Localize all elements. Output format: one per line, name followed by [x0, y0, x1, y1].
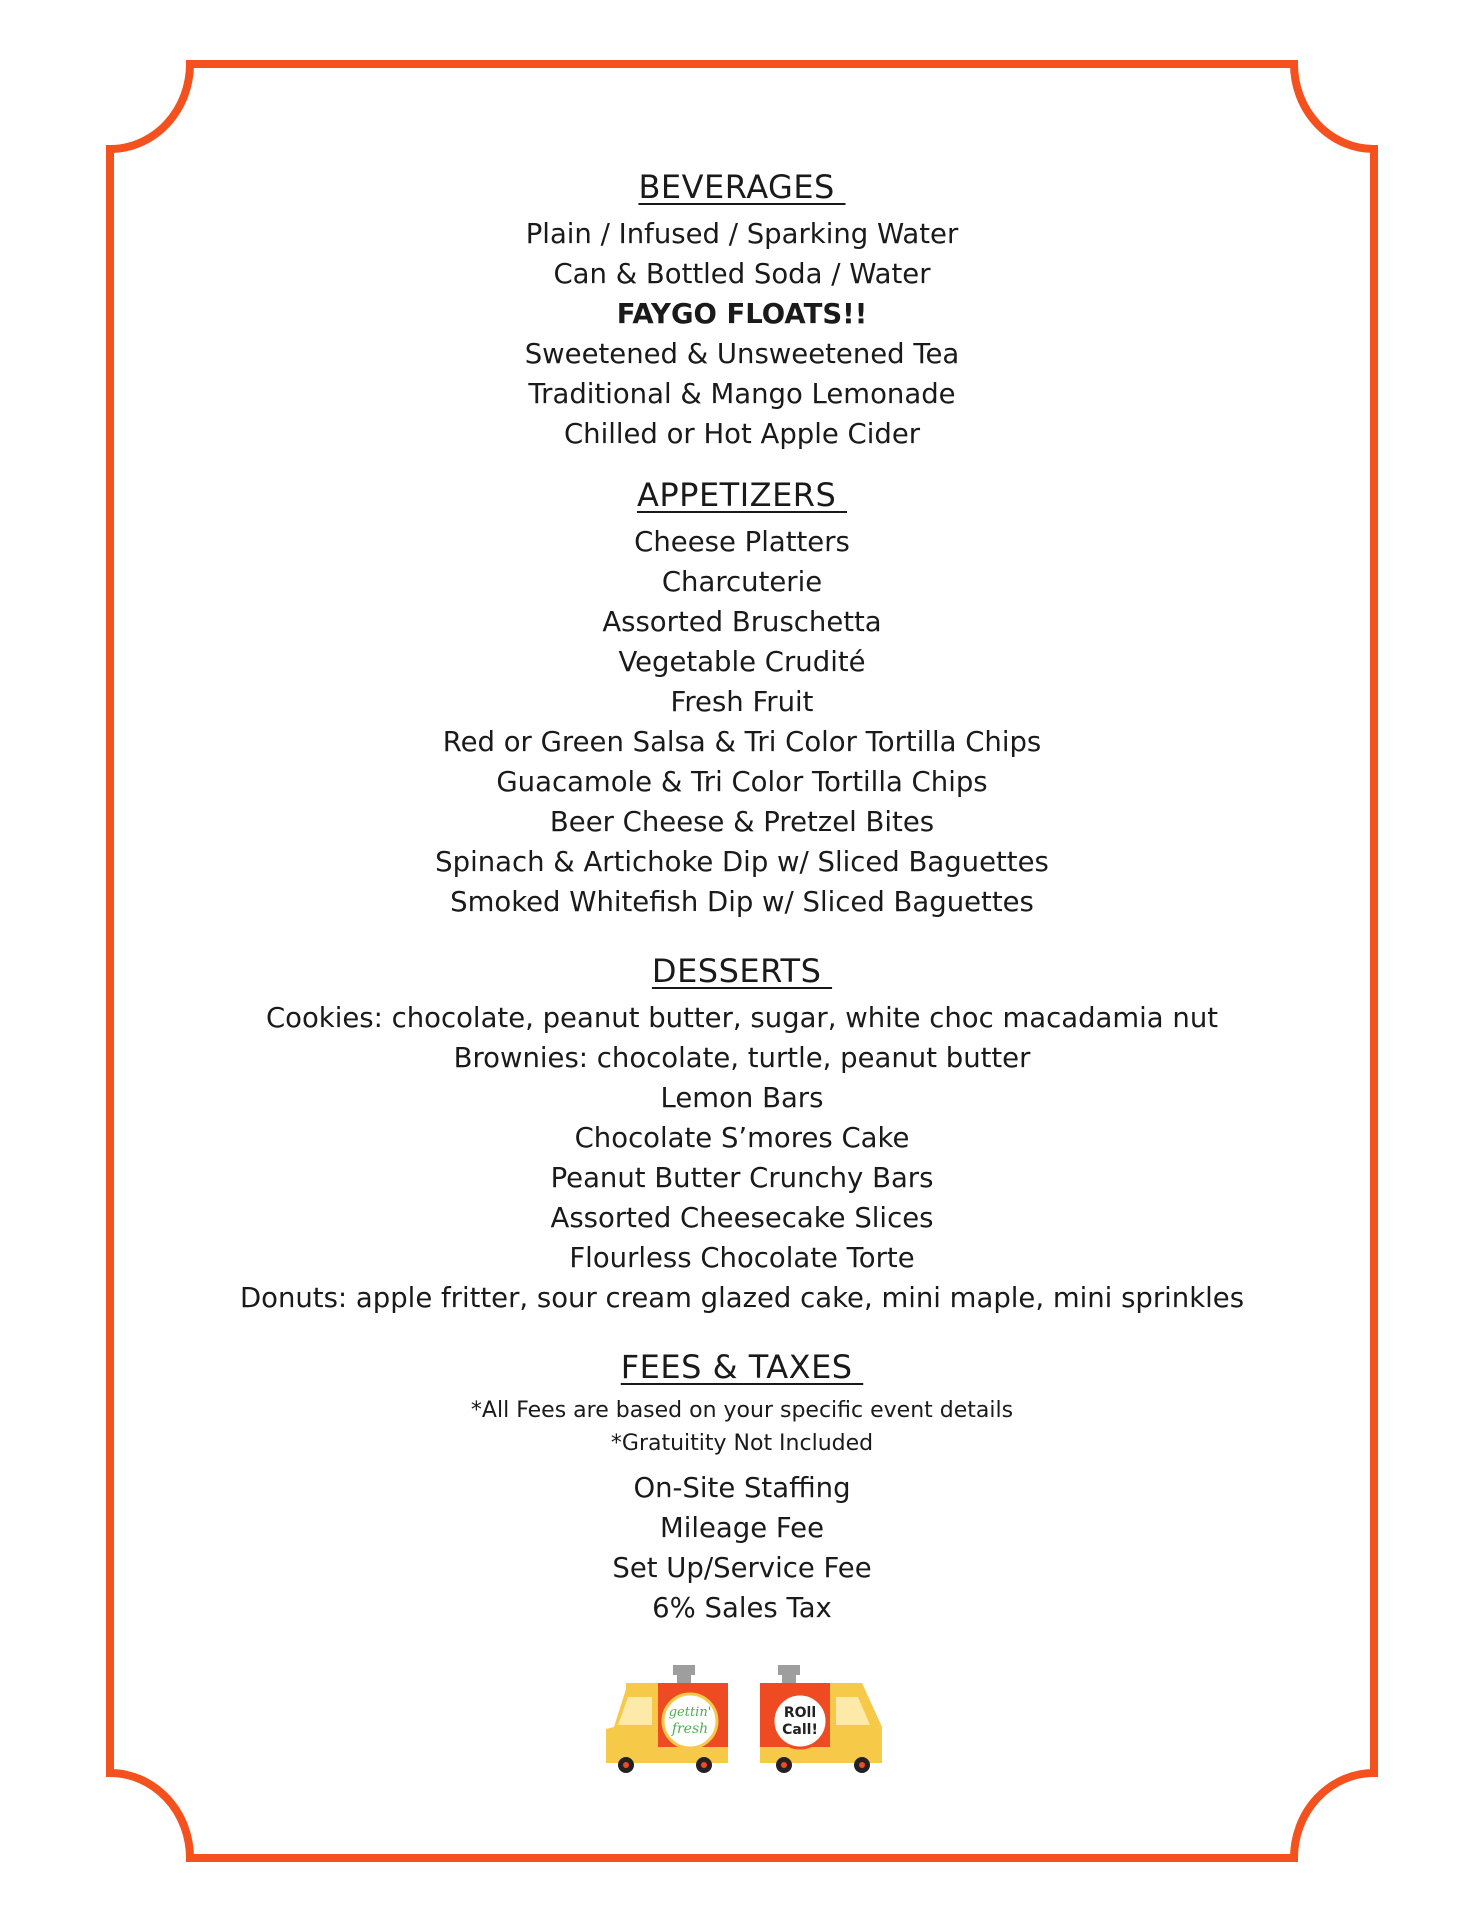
fee-item: Set Up/Service Fee [612, 1552, 872, 1584]
menu-item: Plain / Infused / Sparking Water [525, 218, 959, 250]
fee-item: Mileage Fee [659, 1512, 825, 1544]
desserts-section [0, 952, 1484, 1318]
logo-text: ROll [783, 1705, 817, 1721]
appetizers-heading: APPETIZERS [636, 476, 848, 514]
roll-call-truck-logo [760, 1665, 882, 1773]
menu-item: Chocolate S’mores Cake [574, 1122, 910, 1154]
menu-item: Guacamole & Tri Color Tortilla Chips [496, 766, 988, 798]
menu-item: Flourless Chocolate Torte [569, 1242, 915, 1274]
fee-note: *Gratuitity Not Included [610, 1431, 874, 1456]
beverages-section [0, 168, 1484, 454]
menu-item: Red or Green Salsa & Tri Color Tortilla Chips [442, 726, 1042, 758]
fees-section [0, 1348, 1484, 1628]
fees-heading: FEES & TAXES [620, 1348, 864, 1386]
menu-item: Assorted Bruschetta [602, 606, 882, 638]
menu-item-highlight: FAYGO FLOATS!! [616, 298, 868, 330]
menu-item: Peanut Butter Crunchy Bars [550, 1162, 934, 1194]
fee-item: On-Site Staffing [633, 1472, 851, 1504]
menu-item: Charcuterie [661, 566, 823, 598]
fee-note: *All Fees are based on your specific event details [470, 1398, 1014, 1423]
menu-item: Cookies: chocolate, peanut butter, sugar, white choc macadamia nut [265, 1002, 1219, 1034]
menu-item: Cheese Platters [634, 526, 850, 558]
menu-item: Fresh Fruit [670, 686, 814, 718]
fees-notes [0, 1394, 1484, 1460]
food-truck-logos [600, 1665, 900, 1785]
menu-item: Brownies: chocolate, turtle, peanut butter [453, 1042, 1031, 1074]
logo-text: Call! [782, 1722, 818, 1738]
desserts-heading: DESSERTS [651, 952, 833, 990]
menu-item: Chilled or Hot Apple Cider [563, 418, 921, 450]
menu-item: Donuts: apple fritter, sour cream glazed cake, mini maple, mini sprinkles [239, 1282, 1245, 1314]
beverages-heading: BEVERAGES [638, 168, 846, 206]
logo-text: gettin' [668, 1705, 712, 1720]
menu-item: Traditional & Mango Lemonade [528, 378, 956, 410]
gettin-fresh-truck-logo [606, 1665, 728, 1773]
menu-item: Assorted Cheesecake Slices [550, 1202, 934, 1234]
menu-item: Spinach & Artichoke Dip w/ Sliced Baguettes [435, 846, 1049, 878]
menu-item: Can & Bottled Soda / Water [553, 258, 931, 290]
menu-item: Smoked Whitefish Dip w/ Sliced Baguettes [450, 886, 1034, 918]
logo-text: fresh [671, 1721, 709, 1737]
menu-item: Beer Cheese & Pretzel Bites [549, 806, 935, 838]
appetizers-section [0, 476, 1484, 922]
fee-item: 6% Sales Tax [652, 1592, 832, 1624]
menu-item: Vegetable Crudité [618, 646, 866, 678]
menu-item: Sweetened & Unsweetened Tea [524, 338, 960, 370]
menu-item: Lemon Bars [660, 1082, 824, 1114]
